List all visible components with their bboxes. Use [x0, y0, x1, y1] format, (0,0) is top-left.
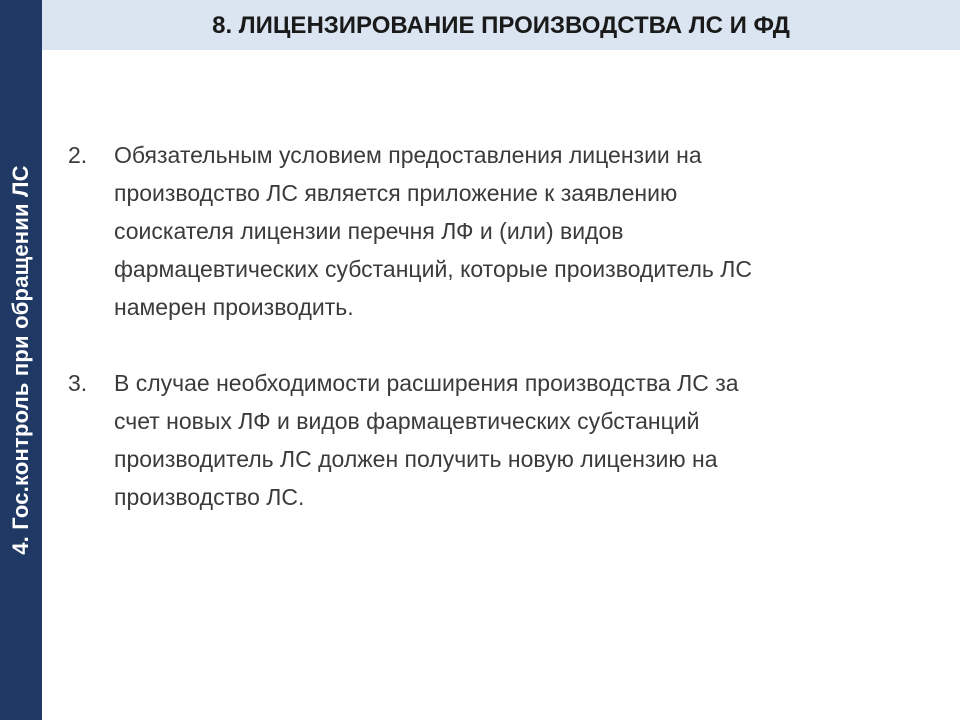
list-item-text: Обязательным условием предоставления лицензии на производство ЛС является приложение к заявлению соискателя лицензии перечня ЛФ и (или) видов фармацевтических субстанций, которые производитель ЛС намерен производить. — [114, 142, 753, 320]
list-item — [68, 364, 928, 516]
page-title: 8. ЛИЦЕНЗИРОВАНИЕ ПРОИЗВОДСТВА ЛС И ФД — [212, 12, 790, 39]
list-item-text: В случае необходимости расширения производства ЛС за счет новых ЛФ и видов фармацевтических субстанций производитель ЛС должен получить новую лицензию на производство ЛС. — [114, 370, 739, 510]
title-bar — [42, 0, 960, 50]
sidebar-label: 4. Гос.контроль при обращении ЛС — [8, 165, 33, 555]
sidebar — [0, 0, 42, 720]
content-list — [68, 136, 928, 516]
list-item — [68, 136, 928, 326]
list-item-number: 2. — [68, 142, 88, 168]
list-item-number: 3. — [68, 370, 88, 396]
